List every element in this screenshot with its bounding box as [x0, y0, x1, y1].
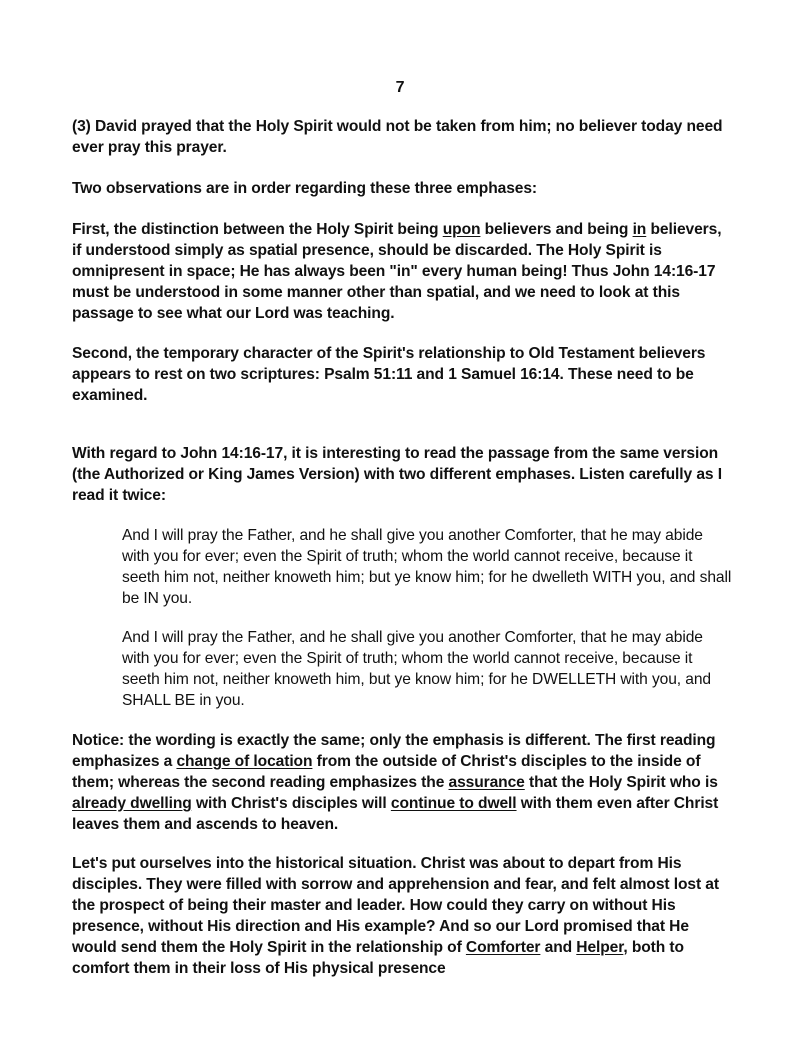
paragraph-observations-intro: Two observations are in order regarding these three emphases:: [72, 180, 538, 197]
text-segment: with Christ's disciples will: [191, 794, 391, 812]
text-segment: from the outside of Christ's disciples to the inside of them; whereas the second reading emphasizes the: [72, 752, 701, 791]
paragraph-historical-situation: [72, 854, 732, 979]
underlined-already-dwelling: already dwelling: [72, 794, 192, 812]
paragraph-first-observation: [72, 220, 732, 325]
paragraph-second-observation: Second, the temporary character of the Spirit's relationship to Old Testament believers appears to rest on two scriptures: Psalm 51:11 and 1 Samuel 16:14. These need to be examined.: [72, 345, 706, 404]
text-segment: with them even after Christ leaves them and ascends to heaven.: [72, 794, 719, 833]
text-segment: that the Holy Spirit who is: [524, 773, 718, 791]
paragraph-david-prayer: (3) David prayed that the Holy Spirit would not be taken from him; no believer today need ever pray this prayer.: [72, 118, 723, 156]
text-segment: believers and being: [480, 221, 633, 238]
text-segment: First, the distinction between the Holy Spirit being: [72, 221, 443, 238]
underlined-assurance: assurance: [448, 773, 525, 791]
underlined-change-of-location: change of location: [176, 752, 313, 770]
quote-first-reading: And I will pray the Father, and he shall give you another Comforter, that he may abide with you for ever; even the Spirit of truth; whom the world cannot receive, because it seeth him not, neither knoweth him; but ye know him; for he dwelleth WITH you, and shall be IN you.: [122, 527, 732, 607]
text-segment: and: [540, 938, 577, 956]
paragraph-notice: [72, 731, 732, 836]
page-number: 7: [395, 79, 405, 96]
quote-second-reading: And I will pray the Father, and he shall give you another Comforter, that he may abide with you for ever; even the Spirit of truth; whom the world cannot receive, because it seeth him not, neither knoweth him, but ye know him; for he DWELLETH with you, and SHALL BE in you.: [122, 629, 711, 709]
text-segment: Let's put ourselves into the historical situation. Christ was about to depart from His disciples. They were filled with sorrow and apprehension and fear, and felt almost lost at the prospect of being their master and leader. How could they carry on without His presence, without His direction and His example? And so our Lord promised that He would send them the Holy Spirit in the relationship of: [72, 855, 719, 956]
underlined-continue-to-dwell: continue to dwell: [390, 794, 517, 812]
underlined-comforter: Comforter: [465, 938, 541, 956]
underlined-in: in: [632, 221, 647, 238]
paragraph-john-intro: With regard to John 14:16-17, it is interesting to read the passage from the same version (the Authorized or King James Version) with two different emphases. Listen carefully as I read it twice:: [72, 445, 722, 504]
text-segment: , both to comfort them in their loss of His physical presence: [72, 938, 684, 977]
underlined-upon: upon: [442, 221, 481, 238]
text-segment: believers, if understood simply as spatial presence, should be discarded. The Holy Spirit is omnipresent in space; He has always been "in" every human being! Thus John 14:16-17 must be understood in some manner other than spatial, and we need to look at this passage to see what our Lord was teaching.: [72, 221, 722, 322]
underlined-helper: Helper: [576, 938, 624, 956]
text-segment: Notice: the wording is exactly the same; only the emphasis is different. The first reading emphasizes a: [72, 732, 716, 770]
